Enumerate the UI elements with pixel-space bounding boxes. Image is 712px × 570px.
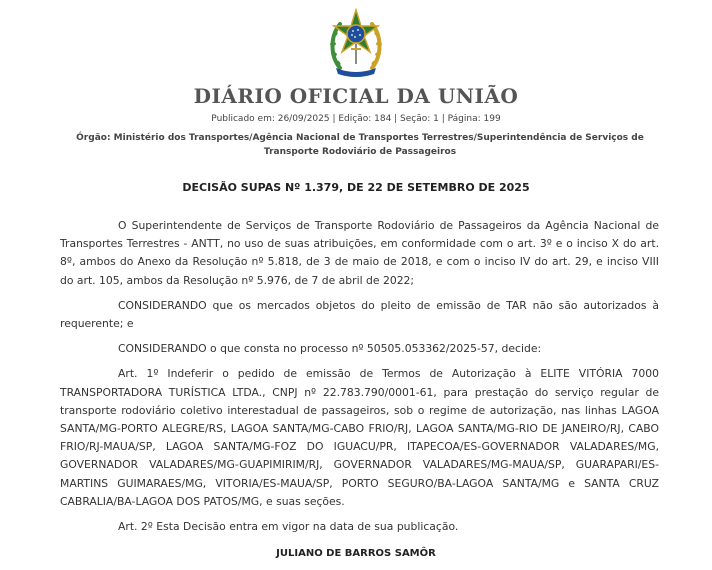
signatory-name: JULIANO DE BARROS SAMÔR bbox=[276, 548, 436, 559]
paragraph-article-1: Art. 1º Indeferir o pedido de emissão de Termos de Autorização à ELITE VITÓRIA 7000 TRANSPORTADORA TURÍSTICA LTDA., CNPJ nº 22.783.790/0001-61, para prestação do serviço regular de transporte rodoviário coletivo interestadual de passageiros, sob o regime de autorização, nas linhas LAGOA SANTA/MG-PORTO ALEGRE/RS, LAGOA SANTA/MG-CABO FRIO/RJ, LAGOA SANTA/MG-RIO DE JANEIRO/RJ, CABO FRIO/RJ-MAUA/SP, LAGOA SANTA/MG-FOZ DO IGUACU/PR, ITAPECOA/ES-GOVERNADOR VALADARES/MG, GOVERNADOR VALADARES/MG-GUAPIMIRIM/RJ, GOVERNADOR VALADARES/MG-MAUA/SP, GUARAPARI/ES-MARTINS GUIMARAES/MG, VITORIA/ES-MAUA/SP, PORTO SEGURO/BA-LAGOA SANTA/MG e SANTA CRUZ CABRALIA/BA-LAGOA DOS PATOS/MG, e suas seções. bbox=[60, 367, 659, 508]
publication-info: Publicado em: 26/09/2025 | Edição: 184 | Seção: 1 | Página: 199 bbox=[211, 114, 501, 124]
paragraph-article-2: Art. 2º Esta Decisão entra em vigor na data de sua publicação. bbox=[118, 520, 459, 534]
paragraph-preamble: O Superintendente de Serviços de Transporte Rodoviário de Passageiros da Agência Nacional de Transportes Terrestres - ANTT, no uso de suas atribuições, em conformidade com o art. 3º e o inciso X do art. 8º, ambos do Anexo da Resolução nº 5.818, de 3 de maio de 2018, e com o inciso IV do art. 29, e inciso VIII do art. 105, ambos da Resolução nº 5.976, de 7 de abril de 2022; bbox=[60, 219, 659, 287]
paragraph-considerando-1: CONSIDERANDO que os mercados objetos do pleito de emissão de TAR não são autorizados à requerente; e bbox=[60, 298, 659, 331]
paragraph-considerando-2: CONSIDERANDO o que consta no processo nº 50505.053362/2025-57, decide: bbox=[118, 342, 542, 356]
newspaper-title: DIÁRIO OFICIAL DA UNIÃO bbox=[193, 84, 519, 108]
document-title: DECISÃO SUPAS Nº 1.379, DE 22 DE SETEMBRO DE 2025 bbox=[182, 181, 530, 194]
brasao-republica-icon bbox=[328, 8, 384, 80]
document-body bbox=[60, 217, 659, 543]
brasao-republica-icon-graphic bbox=[328, 8, 384, 80]
issuing-organ: Órgão: Ministério dos Transportes/Agência Nacional de Transportes Terrestres/Superintendência de Serviços de Transporte Rodoviário de Passageiros bbox=[76, 133, 644, 157]
